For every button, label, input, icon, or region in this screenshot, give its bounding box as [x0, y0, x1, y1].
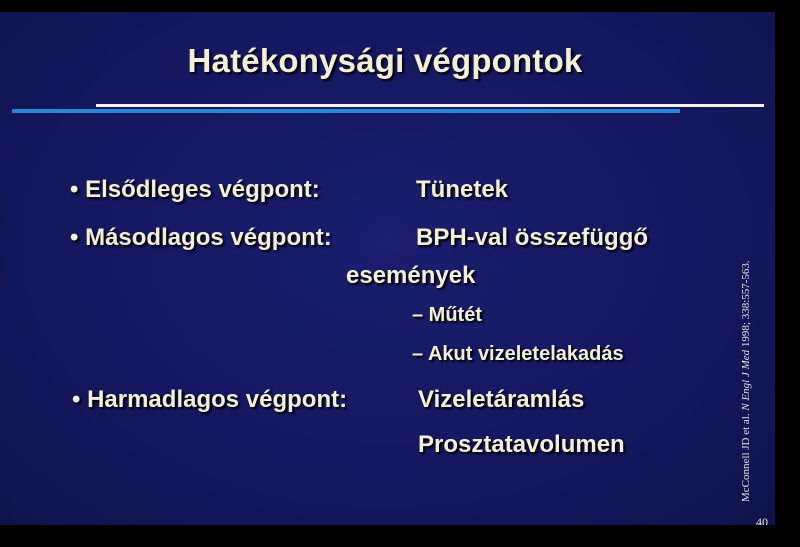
slide: [0, 12, 775, 525]
citation-journal: N Engl J Med: [740, 349, 752, 411]
bullet-secondary-value: BPH-val összefüggő: [416, 224, 649, 251]
bullet-tertiary-label: • Harmadlagos végpont:: [72, 386, 348, 413]
title-rule-blue: [12, 109, 680, 113]
subitem-surgery: – Műtét: [412, 304, 482, 326]
bullet-primary-label: • Elsődleges végpont:: [70, 176, 320, 203]
bullet-primary-value: Tünetek: [416, 176, 509, 203]
citation: [740, 260, 752, 502]
subitem-urinary-retention: – Akut vizeletelakadás: [412, 343, 624, 365]
page-number: 40: [756, 515, 768, 525]
bullet-secondary-value-cont: események: [346, 262, 476, 289]
bullet-tertiary-value: Vizeletáramlás: [418, 386, 585, 413]
bullet-tertiary-value-2: Prosztatavolumen: [418, 431, 625, 458]
citation-authors: McConnell JD et al.: [740, 413, 752, 502]
citation-details: 1998; 338:557-563.: [740, 260, 752, 348]
bullet-secondary-label: • Másodlagos végpont:: [70, 224, 332, 251]
title-rule-white: [96, 104, 764, 107]
slide-title: Hatékonysági végpontok: [187, 42, 583, 79]
